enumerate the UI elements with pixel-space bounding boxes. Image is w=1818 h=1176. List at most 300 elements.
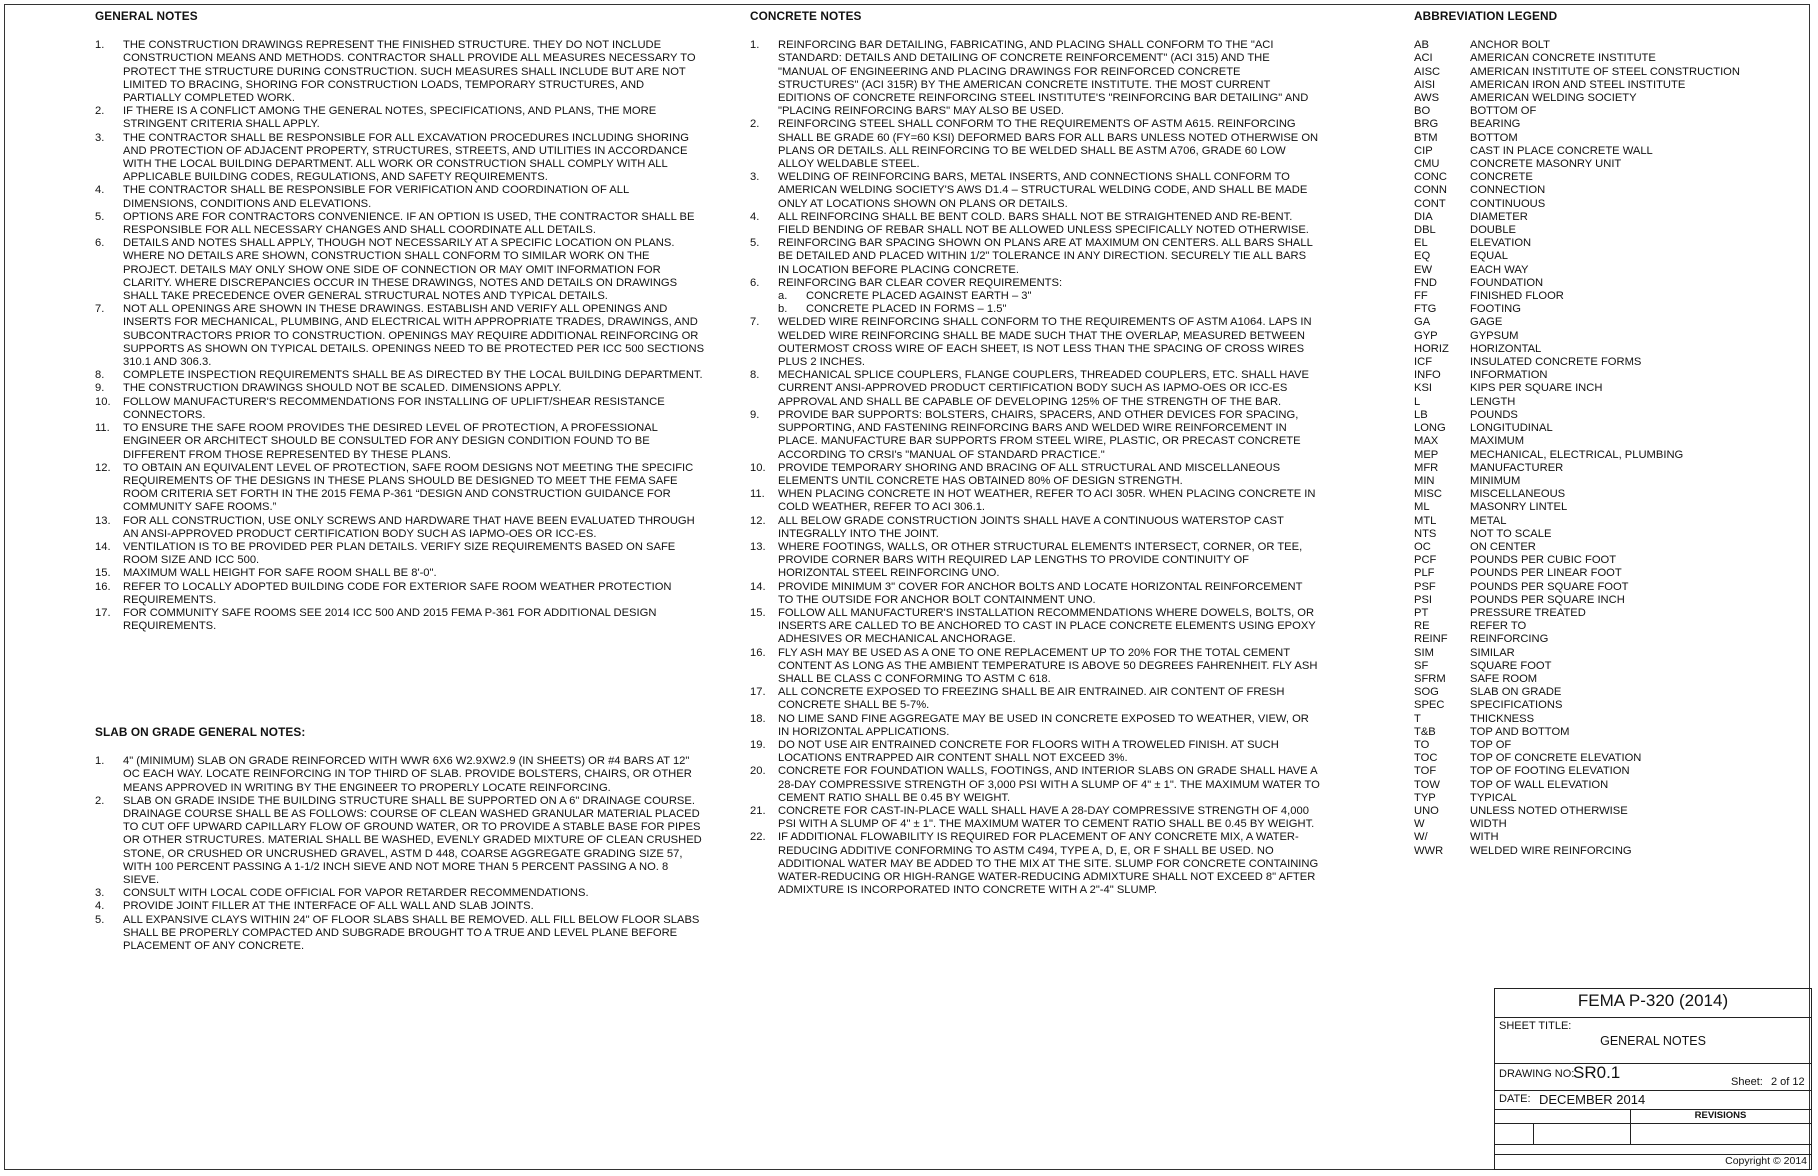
abbreviation-code: PT [1414, 606, 1429, 619]
abbreviation-row [1414, 132, 1740, 145]
note-text: OPTIONS ARE FOR CONTRACTORS CONVENIENCE. IF AN OPTION IS USED, THE CONTRACTOR SHALL BE RESPONSIBLE FOR ALL NECESSARY CHANGES AND SHALL COORDINATE ALL DETAILS. [123, 210, 695, 237]
note-item [95, 900, 705, 913]
note-number: 21. [750, 804, 766, 817]
abbreviation-meaning: MECHANICAL, ELECTRICAL, PLUMBING [1470, 448, 1684, 461]
abbreviation-meaning: BEARING [1470, 118, 1521, 131]
abbreviation-meaning: CONCRETE [1470, 171, 1533, 184]
note-number: 5. [750, 237, 760, 250]
note-text: WHERE FOOTINGS, WALLS, OR OTHER STRUCTURAL ELEMENTS INTERSECT, CORNER, OR TEE, PROVIDE CORNER BARS WITH REQUIRED LAP LENGTHS TO PROVIDE CONTINUITY OF HORIZONTAL STEEL REINFORCING UNO. [778, 540, 1303, 580]
abbreviation-meaning: EACH WAY [1470, 263, 1529, 276]
abbreviation-code: HORIZ [1414, 342, 1449, 355]
abbreviation-row [1414, 316, 1740, 329]
abbreviation-row [1414, 713, 1740, 726]
title-block-divider [1495, 1017, 1811, 1018]
abbreviation-row [1414, 422, 1740, 435]
abbreviation-row [1414, 528, 1740, 541]
abbreviation-code: ICF [1414, 356, 1433, 369]
abbreviation-code: WWR [1414, 844, 1444, 857]
abbreviation-code: FF [1414, 290, 1428, 303]
note-text: PROVIDE MINIMUM 3" COVER FOR ANCHOR BOLTS AND LOCATE HORIZONTAL REINFORCEMENT TO THE OUTSIDE FOR ANCHOR BOLT CONTAINMENT UNO. [778, 580, 1303, 606]
abbreviation-code: SOG [1414, 686, 1439, 699]
abbreviation-row [1414, 686, 1740, 699]
sheet-title-label: SHEET TITLE: [1499, 1020, 1572, 1032]
note-text: REINFORCING BAR DETAILING, FABRICATING, AND PLACING SHALL CONFORM TO THE "ACI STANDARD: DETAILS AND DETAILING OF CONCRETE REINFORCEMENT" (ACI 315) AND THE "MANUAL OF ENGINEERING AND PLACING DRAWINGS FOR REINFORCED CONCRETE STRUCTURES" (ACI 315R) BY THE AMERICAN CONCRETE INSTITUTE. THE MOST CURRENT EDITIONS OF CONCRETE REINFORCING STEEL INSTITUTE'S "REINFORCING BAR DETAILING" AND "PLACING REINFORCING BARS" MAY ALSO BE USED. [778, 39, 1309, 118]
note-text: TO OBTAIN AN EQUIVALENT LEVEL OF PROTECTION, SAFE ROOM DESIGNS NOT MEETING THE SPECIFIC REQUIREMENTS OF THE DESIGNS IN THESE PLANS SHOULD BE DESIGNED TO MEET THE FEMA SAFE ROOM CRITERIA SET FORTH IN THE 2015 FEMA P-361 “DESIGN AND CONSTRUCTION GUIDANCE FOR COMMUNITY SAFE ROOMS.” [123, 461, 694, 514]
note-number: 6. [95, 237, 105, 250]
abbreviation-code: CMU [1414, 158, 1440, 171]
abbreviation-row [1414, 237, 1740, 250]
note-subitem [778, 290, 1320, 303]
abbreviation-meaning: UNLESS NOTED OTHERWISE [1470, 804, 1628, 817]
abbreviation-meaning: SLAB ON GRADE [1470, 686, 1562, 699]
abbreviation-row [1414, 303, 1740, 316]
note-number: 2. [750, 118, 760, 131]
revisions-label: REVISIONS [1694, 1110, 1747, 1121]
abbreviation-row [1414, 382, 1740, 395]
note-text: ALL BELOW GRADE CONSTRUCTION JOINTS SHALL HAVE A CONTINUOUS WATERSTOP CAST INTEGRALLY INTO THE JOINT. [778, 514, 1284, 540]
abbreviation-row [1414, 198, 1740, 211]
abbreviation-meaning: WELDED WIRE REINFORCING [1470, 844, 1632, 857]
project-title: FEMA P-320 (2014) [1577, 991, 1729, 1010]
abbreviation-code: FND [1414, 276, 1437, 289]
abbreviation-meaning: BOTTOM OF [1470, 105, 1537, 118]
note-item [750, 607, 1320, 647]
abbreviation-row [1414, 396, 1740, 409]
abbreviation-legend-section [1414, 10, 1804, 858]
abbreviation-row [1414, 792, 1740, 805]
concrete-notes-title: CONCRETE NOTES [750, 9, 862, 23]
abbreviation-code: T&B [1414, 725, 1436, 738]
note-text: WELDING OF REINFORCING BARS, METAL INSERTS, AND CONNECTIONS SHALL CONFORM TO AMERICAN WELDING SOCIETY'S AWS D1.4 – STRUCTURAL WELDING CODE, AND SHALL BE MADE ONLY AT LOCATIONS SHOWN ON PLANS OR DETAILS. [778, 171, 1308, 210]
abbreviation-meaning: FOOTING [1470, 303, 1521, 316]
abbreviation-code: T [1414, 712, 1421, 725]
abbreviation-row [1414, 581, 1740, 594]
abbreviation-code: GYP [1414, 329, 1438, 342]
note-number: 14. [95, 540, 111, 553]
note-item [750, 488, 1320, 514]
abbreviation-row [1414, 699, 1740, 712]
note-number: 11. [750, 488, 765, 501]
abbreviation-code: OC [1414, 540, 1431, 553]
note-number: 4. [95, 900, 105, 913]
drawing-no-label: DRAWING NO: [1499, 1068, 1575, 1080]
abbreviation-code: ML [1414, 501, 1430, 514]
abbreviation-code: SF [1414, 659, 1429, 672]
note-item [95, 567, 705, 580]
copyright-text: Copyright © 2014 [1725, 1155, 1807, 1167]
note-item [750, 765, 1320, 805]
revisions-col-line [1533, 1123, 1534, 1144]
abbreviation-row [1414, 726, 1740, 739]
abbreviation-meaning: MASONRY LINTEL [1470, 501, 1568, 514]
note-item [95, 369, 705, 382]
note-number: 10. [750, 461, 766, 474]
abbreviation-code: UNO [1414, 804, 1439, 817]
note-text: FOLLOW MANUFACTURER'S RECOMMENDATIONS FOR INSTALLING OF UPLIFT/SHEAR RESISTANCE CONNECTORS. [123, 395, 665, 421]
note-number: 14. [750, 580, 766, 593]
abbreviation-code: AISI [1414, 78, 1436, 91]
abbreviation-meaning: AMERICAN CONCRETE INSTITUTE [1470, 52, 1656, 65]
note-text: COMPLETE INSPECTION REQUIREMENTS SHALL BE AS DIRECTED BY THE LOCAL BUILDING DEPARTMENT. [123, 369, 703, 382]
abbreviation-meaning: POUNDS PER SQUARE INCH [1470, 593, 1625, 606]
note-text: IF THERE IS A CONFLICT AMONG THE GENERAL NOTES, SPECIFICATIONS, AND PLANS, THE MORE STRINGENT CRITERIA SHALL APPLY. [123, 105, 657, 131]
abbreviation-row [1414, 818, 1740, 831]
abbreviation-row [1414, 435, 1740, 448]
sheet-number-value: 2 of 12 [1771, 1076, 1805, 1088]
note-number: 2. [95, 105, 105, 118]
note-subitem-letter: b. [778, 303, 788, 316]
revisions-row-line [1495, 1144, 1811, 1145]
note-text: CONSULT WITH LOCAL CODE OFFICIAL FOR VAPOR RETARDER RECOMMENDATIONS. [123, 887, 589, 900]
abbreviation-code: CONN [1414, 184, 1447, 197]
abbreviation-code: AB [1414, 39, 1429, 52]
note-number: 8. [750, 369, 760, 382]
abbreviation-meaning: MAXIMUM [1470, 435, 1525, 448]
abbreviation-code: TOW [1414, 778, 1440, 791]
abbreviation-row [1414, 66, 1740, 79]
title-block-divider [1495, 1063, 1811, 1064]
note-subitem-letter: a. [778, 290, 788, 303]
abbreviation-meaning: POUNDS [1470, 408, 1518, 421]
abbreviation-meaning: BOTTOM [1470, 131, 1518, 144]
note-text: FLY ASH MAY BE USED AS A ONE TO ONE REPLACEMENT UP TO 20% FOR THE TOTAL CEMENT CONTENT AS LONG AS THE AMBIENT TEMPERATURE IS ABOVE 50 DEGREES FAHRENHEIT. FLY ASH SHALL BE CLASS C CONFORMING TO ASTM C 618. [778, 646, 1318, 685]
slab-notes-section [95, 726, 705, 953]
abbreviation-row [1414, 488, 1740, 501]
abbreviation-code: ACI [1414, 52, 1433, 65]
note-number: 3. [95, 131, 105, 144]
abbreviation-code: BRG [1414, 118, 1439, 131]
general-notes-section [95, 10, 705, 633]
abbreviation-meaning: CONTINUOUS [1470, 197, 1546, 210]
note-number: 19. [750, 738, 766, 751]
abbreviation-code: MIN [1414, 474, 1435, 487]
note-item [95, 581, 705, 607]
note-item [95, 914, 705, 954]
abbreviation-row [1414, 79, 1740, 92]
abbreviation-meaning: THICKNESS [1470, 712, 1535, 725]
note-item [95, 382, 705, 395]
abbreviation-row [1414, 105, 1740, 118]
abbreviation-meaning: SPECIFICATIONS [1470, 699, 1563, 712]
abbreviation-meaning: METAL [1470, 514, 1507, 527]
abbreviation-meaning: PRESSURE TREATED [1470, 606, 1586, 619]
abbreviation-row [1414, 752, 1740, 765]
drawing-no-value: SR0.1 [1573, 1063, 1621, 1082]
note-text: PROVIDE TEMPORARY SHORING AND BRACING OF ALL STRUCTURAL AND MISCELLANEOUS ELEMENTS UNTIL CONCRETE HAS OBTAINED 80% OF DESIGN STRENGTH. [778, 461, 1281, 487]
abbreviation-meaning: HORIZONTAL [1470, 342, 1542, 355]
note-number: 4. [750, 210, 760, 223]
abbreviation-meaning: GAGE [1470, 316, 1503, 329]
concrete-notes-section [750, 10, 1320, 897]
note-number: 7. [750, 316, 760, 329]
abbreviation-code: W/ [1414, 831, 1428, 844]
note-item [95, 39, 705, 105]
note-text: 4" (MINIMUM) SLAB ON GRADE REINFORCED WITH WWR 6X6 W2.9XW2.9 (IN SHEETS) OR #4 BARS AT 12" OC EACH WAY. LOCATE REINFORCING IN TOP THIRD OF SLAB. PROVIDE BOLSTERS, CHAIRS, OR OTHER MEANS APPROVED IN WRITING BY THE ENGINEER TO PROPERLY LOCATE REINFORCING. [123, 755, 692, 794]
abbreviation-code: TOC [1414, 752, 1438, 765]
note-item [750, 541, 1320, 581]
abbreviation-row [1414, 567, 1740, 580]
abbreviation-row [1414, 554, 1740, 567]
note-sublist [778, 290, 1320, 316]
note-number: 10. [95, 395, 111, 408]
general-notes-title: GENERAL NOTES [95, 9, 198, 23]
abbreviation-meaning: TOP OF CONCRETE ELEVATION [1470, 752, 1642, 765]
note-item [95, 515, 705, 541]
abbreviation-meaning: INSULATED CONCRETE FORMS [1470, 356, 1642, 369]
abbreviation-meaning: CONNECTION [1470, 184, 1546, 197]
abbreviation-meaning: CONCRETE MASONRY UNIT [1470, 158, 1622, 171]
abbreviation-row [1414, 409, 1740, 422]
abbreviation-row [1414, 92, 1740, 105]
note-number: 1. [750, 39, 760, 52]
abbreviation-code: TOF [1414, 765, 1437, 778]
note-item [750, 171, 1320, 211]
abbreviation-row [1414, 356, 1740, 369]
abbreviation-row [1414, 501, 1740, 514]
abbreviation-meaning: TOP OF [1470, 738, 1512, 751]
abbreviation-meaning: DOUBLE [1470, 224, 1517, 237]
abbreviation-code: DBL [1414, 224, 1436, 237]
abbreviation-meaning: TOP OF WALL ELEVATION [1470, 778, 1609, 791]
abbreviation-row [1414, 330, 1740, 343]
abbreviation-code: KSI [1414, 382, 1433, 395]
abbreviation-meaning: SIMILAR [1470, 646, 1515, 659]
abbreviation-meaning: MINIMUM [1470, 474, 1521, 487]
abbreviation-code: BTM [1414, 131, 1438, 144]
abbreviation-row [1414, 118, 1740, 131]
revisions-col-line [1630, 1109, 1631, 1144]
abbreviation-legend-title: ABBREVIATION LEGEND [1414, 9, 1558, 23]
note-text: WELDED WIRE REINFORCING SHALL CONFORM TO THE REQUIREMENTS OF ASTM A1064. LAPS IN WELDED WIRE REINFORCING SHALL BE MADE SUCH THAT THE OVERLAP, MEASURED BETWEEN OUTERMOST CROSS WIRE OF EACH SHEET, IS NOT LESS THAN THE SPACING OF CROSS WIRES PLUS 2 INCHES. [778, 316, 1312, 369]
abbreviation-row [1414, 224, 1740, 237]
note-item [750, 118, 1320, 171]
note-number: 16. [95, 580, 111, 593]
note-item [95, 462, 705, 515]
note-item [750, 713, 1320, 739]
note-text: MAXIMUM WALL HEIGHT FOR SAFE ROOM SHALL BE 8'-0". [123, 567, 437, 580]
note-number: 1. [95, 755, 105, 768]
note-text: SLAB ON GRADE INSIDE THE BUILDING STRUCTURE SHALL BE SUPPORTED ON A 6" DRAINAGE COURSE. DRAINAGE COURSE SHALL BE AS FOLLOWS: COURSE OF CLEAN WASHED GRANULAR MATERIAL PLACED TO CUT OFF UPWARD CAPILLARY FLOW OF GROUND WATER, OR TO PROVIDE A STABLE BASE FOR PIPES OR OTHER STRUCTURES. MATERIAL SHALL BE WASHED, EVENLY GRADED MIXTURE OF CLEAN CRUSHED STONE, OR CRUSHED OR UNCRUSHED GRAVEL, ASTM D 448, COARSE AGGREGATE GRADING SIZE 57, WITH 100 PERCENT PASSING A 1-1/2 INCH SIEVE AND NOT MORE THAN 5 PERCENT PASSING A NO. 8 SIEVE. [123, 794, 702, 887]
abbreviation-code: RE [1414, 620, 1430, 633]
abbreviation-code: PCF [1414, 554, 1437, 567]
abbreviation-meaning: WITH [1470, 831, 1499, 844]
abbreviation-code: NTS [1414, 527, 1437, 540]
note-number: 2. [95, 794, 105, 807]
note-number: 5. [95, 913, 105, 926]
note-number: 9. [750, 408, 760, 421]
note-number: 6. [750, 276, 760, 289]
note-number: 9. [95, 382, 105, 395]
note-item [95, 607, 705, 633]
abbreviation-code: MISC [1414, 488, 1442, 501]
note-text: THE CONTRACTOR SHALL BE RESPONSIBLE FOR ALL EXCAVATION PROCEDURES INCLUDING SHORING AND PROTECTION OF ADJACENT PROPERTY, STRUCTURES, STREETS, AND UTILITIES IN ACCORDANCE WITH THE LOCAL BUILDING DEPARTMENT. ALL WORK OR CONSTRUCTION SHALL COMPLY WITH ALL APPLICABLE BUILDING CODES, REGULATIONS, AND SAFETY REQUIREMENTS. [123, 131, 689, 184]
note-number: 12. [750, 514, 766, 527]
abbreviation-row [1414, 290, 1740, 303]
note-text: CONCRETE FOR FOUNDATION WALLS, FOOTINGS, AND INTERIOR SLABS ON GRADE SHALL HAVE A 28-DAY COMPRESSIVE STRENGTH OF 3,000 PSI WITH A SLUMP OF 4" ± 1". THE MAXIMUM WATER TO CEMENT RATIO SHALL BE 0.45 BY WEIGHT. [778, 765, 1320, 804]
note-text: MECHANICAL SPLICE COUPLERS, FLANGE COUPLERS, THREADED COUPLERS, ETC. SHALL HAVE CURRENT ANSI-APPROVED PRODUCT CERTIFICATION BODY SUCH AS IAPMO-OES OR ICC-ES APPROVAL AND SHALL BE CAPABLE OF DEVELOPING 125% OF THE STRENGTH OF THE BAR. [778, 369, 1309, 408]
abbreviation-row [1414, 739, 1740, 752]
abbreviation-row [1414, 211, 1740, 224]
abbreviation-meaning: WIDTH [1470, 818, 1507, 831]
note-item [95, 211, 705, 237]
abbreviation-row [1414, 39, 1740, 52]
abbreviation-meaning: POUNDS PER CUBIC FOOT [1470, 554, 1617, 567]
note-text: PROVIDE BAR SUPPORTS: BOLSTERS, CHAIRS, SPACERS, AND OTHER DEVICES FOR SPACING, SUPPORTING, AND FASTENING REINFORCING BARS AND WELDED WIRE REINFORCEMENT IN PLACE. MANUFACTURE BAR SUPPORTS FROM STEEL WIRE, PLASTIC, OR PRECAST CONCRETE ACCORDING TO CRSI's "MANUAL OF STANDARD PRACTICE." [778, 408, 1301, 461]
sheet-title-value: GENERAL NOTES [1600, 1034, 1706, 1048]
note-number: 8. [95, 369, 105, 382]
note-number: 22. [750, 831, 766, 844]
abbreviation-meaning: MISCELLANEOUS [1470, 488, 1566, 501]
abbreviation-row [1414, 831, 1740, 844]
abbreviation-code: MFR [1414, 461, 1439, 474]
abbreviation-row [1414, 673, 1740, 686]
abbreviation-code: GA [1414, 316, 1431, 329]
note-number: 15. [750, 606, 766, 619]
note-item [95, 105, 705, 131]
abbreviation-meaning: POUNDS PER LINEAR FOOT [1470, 567, 1622, 580]
abbreviation-code: CONC [1414, 171, 1447, 184]
note-item [750, 515, 1320, 541]
abbreviation-meaning: AMERICAN IRON AND STEEL INSTITUTE [1470, 78, 1686, 91]
abbreviation-row [1414, 184, 1740, 197]
note-item [750, 409, 1320, 462]
abbreviation-meaning: EQUAL [1470, 250, 1508, 263]
note-number: 20. [750, 765, 766, 778]
note-item [750, 647, 1320, 687]
abbreviation-row [1414, 277, 1740, 290]
note-number: 1. [95, 39, 105, 52]
abbreviation-row [1414, 449, 1740, 462]
abbreviation-meaning: POUNDS PER SQUARE FOOT [1470, 580, 1629, 593]
general-notes-list [95, 39, 705, 633]
slab-notes-list [95, 755, 705, 953]
abbreviation-code: MEP [1414, 448, 1439, 461]
abbreviation-code: PSI [1414, 593, 1433, 606]
note-item [750, 211, 1320, 237]
abbreviation-code: FTG [1414, 303, 1437, 316]
note-item [95, 396, 705, 422]
note-item [750, 831, 1320, 897]
note-subitem-text: CONCRETE PLACED IN FORMS – 1.5" [806, 303, 1007, 316]
note-text: NOT ALL OPENINGS ARE SHOWN IN THESE DRAWINGS. ESTABLISH AND VERIFY ALL OPENINGS AND INSERTS FOR MECHANICAL, PLUMBING, AND ELECTRICAL WITH APPROPRIATE TRADES, DRAWINGS, AND SUBCONTRACTORS PRIOR TO CONSTRUCTION. OPENINGS MAY REQUIRE ADDITIONAL REINFORCING OR SUPPORTS AS SHOWN ON TYPICAL DETAILS. OPENINGS NEED TO BE PROTECTED PER ICC 500 SECTIONS 310.1 AND 306.3. [123, 303, 705, 369]
abbreviation-code: W [1414, 818, 1425, 831]
abbreviation-row [1414, 845, 1740, 858]
abbreviation-meaning: REINFORCING [1470, 633, 1549, 646]
note-text: PROVIDE JOINT FILLER AT THE INTERFACE OF ALL WALL AND SLAB JOINTS. [123, 900, 534, 913]
abbreviation-row [1414, 805, 1740, 818]
note-item [750, 462, 1320, 488]
abbreviation-row [1414, 369, 1740, 382]
abbreviation-code: SIM [1414, 646, 1434, 659]
note-item [95, 541, 705, 567]
abbreviation-code: INFO [1414, 369, 1441, 382]
note-text: THE CONSTRUCTION DRAWINGS REPRESENT THE FINISHED STRUCTURE. THEY DO NOT INCLUDE CONSTRUCTION MEANS AND METHODS. CONTRACTOR SHALL PROVIDE ALL MEASURES NECESSARY TO PROTECT THE STRUCTURE DURING CONSTRUCTION. SUCH MEASURES SHALL INCLUDE BUT ARE NOT LIMITED TO BRACING, SHORING FOR CONSTRUCTION LOADS, TEMPORARY STRUCTURES, AND PARTIALLY COMPLETED WORK. [123, 39, 696, 105]
note-text: VENTILATION IS TO BE PROVIDED PER PLAN DETAILS. VERIFY SIZE REQUIREMENTS BASED ON SAFE ROOM SIZE AND ICC 500. [123, 540, 676, 567]
note-text: CONCRETE FOR CAST-IN-PLACE WALL SHALL HAVE A 28-DAY COMPRESSIVE STRENGTH OF 4,000 PSI WITH A SLUMP OF 4" ± 1". THE MAXIMUM WATER TO CEMENT RATIO SHALL BE 0.45 BY WEIGHT. [778, 804, 1315, 831]
abbreviation-code: EQ [1414, 250, 1431, 263]
note-text: WHEN PLACING CONCRETE IN HOT WEATHER, REFER TO ACI 305R. WHEN PLACING CONCRETE IN COLD WEATHER, REFER TO ACI 306.1. [778, 488, 1316, 514]
note-text: REINFORCING BAR SPACING SHOWN ON PLANS ARE AT MAXIMUM ON CENTERS. ALL BARS SHALL BE DETAILED AND PLACED WITHIN 1/2" TOLERANCE IN ANY DIRECTION. SECURELY TIE ALL BARS IN LOCATION BEFORE PLACING CONCRETE. [778, 237, 1313, 276]
note-number: 17. [95, 606, 111, 619]
note-text: ALL EXPANSIVE CLAYS WITHIN 24" OF FLOOR SLABS SHALL BE REMOVED. ALL FILL BELOW FLOOR SLABS SHALL BE PROPERLY COMPACTED AND SUBGRADE BROUGHT TO A TRUE AND LEVEL PLANE BEFORE PLACEMENT OF ANY CONCRETE. [123, 913, 700, 953]
abbreviation-row [1414, 765, 1740, 778]
abbreviation-code: PSF [1414, 580, 1436, 593]
note-item [95, 303, 705, 369]
abbreviation-row [1414, 343, 1740, 356]
note-number: 4. [95, 184, 105, 197]
note-text: THE CONTRACTOR SHALL BE RESPONSIBLE FOR VERIFICATION AND COORDINATION OF ALL DIMENSIONS, CONDITIONS AND ELEVATIONS. [123, 184, 629, 210]
date-label: DATE: [1499, 1093, 1531, 1105]
abbreviation-row [1414, 158, 1740, 171]
abbreviation-code: L [1414, 395, 1421, 408]
note-item [750, 316, 1320, 369]
slab-notes-title: SLAB ON GRADE GENERAL NOTES: [95, 725, 306, 739]
abbreviation-meaning: LENGTH [1470, 395, 1516, 408]
note-item [95, 237, 705, 303]
note-text: ALL CONCRETE EXPOSED TO FREEZING SHALL BE AIR ENTRAINED. AIR CONTENT OF FRESH CONCRETE SHALL BE 5-7%. [778, 686, 1285, 712]
abbreviation-meaning: SQUARE FOOT [1470, 659, 1552, 672]
note-item [750, 686, 1320, 712]
note-item [750, 237, 1320, 277]
abbreviation-meaning: AMERICAN INSTITUTE OF STEEL CONSTRUCTION [1470, 65, 1740, 78]
note-text: THE CONSTRUCTION DRAWINGS SHOULD NOT BE SCALED. DIMENSIONS APPLY. [123, 382, 562, 395]
note-number: 18. [750, 712, 766, 725]
abbreviation-row [1414, 171, 1740, 184]
note-text: REINFORCING STEEL SHALL CONFORM TO THE REQUIREMENTS OF ASTM A615. REINFORCING SHALL BE GRADE 60 (FY=60 KSI) DEFORMED BARS FOR ALL BARS UNLESS NOTED OTHERWISE ON PLANS OR DETAILS. ALL REINFORCING TO BE WELDED SHALL BE ASTM A706, GRADE 60 LOW ALLOY WELDABLE STEEL. [778, 118, 1319, 171]
abbreviation-table [1414, 39, 1740, 858]
abbreviation-meaning: INFORMATION [1470, 369, 1548, 382]
abbreviation-meaning: ANCHOR BOLT [1470, 39, 1550, 52]
abbreviation-row [1414, 779, 1740, 792]
abbreviation-code: EL [1414, 237, 1428, 250]
abbreviation-meaning: FOUNDATION [1470, 276, 1544, 289]
abbreviation-code: DIA [1414, 210, 1433, 223]
note-item [750, 369, 1320, 409]
abbreviation-row [1414, 594, 1740, 607]
note-number: 7. [95, 303, 105, 316]
abbreviation-row [1414, 145, 1740, 158]
abbreviation-meaning: SAFE ROOM [1470, 672, 1538, 685]
abbreviation-row [1414, 475, 1740, 488]
note-number: 3. [95, 887, 105, 900]
note-number: 5. [95, 210, 105, 223]
abbreviation-row [1414, 264, 1740, 277]
abbreviation-code: LB [1414, 408, 1428, 421]
abbreviation-meaning: NOT TO SCALE [1470, 527, 1552, 540]
note-item [750, 739, 1320, 765]
note-text: IF ADDITIONAL FLOWABILITY IS REQUIRED FOR PLACEMENT OF ANY CONCRETE MIX, A WATER-REDUCING ADDITIVE CONFORMING TO ASTM C494, TYPE A, D, E, OR F SHALL BE USED. NO ADDITIONAL WATER MAY BE ADDED TO THE MIX AT THE SITE. SLUMP FOR CONCRETE CONTAINING WATER-REDUCING OR HIGH-RANGE WATER-REDUCING ADMIXTURE SHALL NOT EXCEED 8" AFTER ADMIXTURE IS INCORPORATED INTO CONCRETE WITH A 2"-4" SLUMP. [778, 831, 1319, 897]
note-text: ALL REINFORCING SHALL BE BENT COLD. BARS SHALL NOT BE STRAIGHTENED AND RE-BENT. FIELD BENDING OF REBAR SHALL NOT BE ALLOWED UNLESS SPECIFICALLY NOTED OTHERWISE. [778, 210, 1309, 237]
abbreviation-meaning: TOP AND BOTTOM [1470, 725, 1570, 738]
abbreviation-code: SPEC [1414, 699, 1445, 712]
note-subitem-text: CONCRETE PLACED AGAINST EARTH – 3" [806, 290, 1032, 303]
abbreviation-code: BO [1414, 105, 1431, 118]
abbreviation-code: TYP [1414, 791, 1436, 804]
note-item [95, 795, 705, 887]
abbreviation-meaning: DIAMETER [1470, 210, 1528, 223]
abbreviation-code: LONG [1414, 422, 1446, 435]
abbreviation-row [1414, 250, 1740, 263]
abbreviation-meaning: MANUFACTURER [1470, 461, 1564, 474]
abbreviation-row [1414, 633, 1740, 646]
abbreviation-meaning: LONGITUDINAL [1470, 422, 1553, 435]
note-subitem [778, 303, 1320, 316]
abbreviation-code: REINF [1414, 633, 1448, 646]
note-text: FOR ALL CONSTRUCTION, USE ONLY SCREWS AND HARDWARE THAT HAVE BEEN EVALUATED THROUGH AN ANSI-APPROVED PRODUCT CERTIFICATION BODY SUCH AS IAPMO-OES OR ICC-ES. [123, 514, 695, 540]
abbreviation-row [1414, 515, 1740, 528]
title-block [1494, 988, 1812, 1170]
abbreviation-meaning: FINISHED FLOOR [1470, 290, 1564, 303]
